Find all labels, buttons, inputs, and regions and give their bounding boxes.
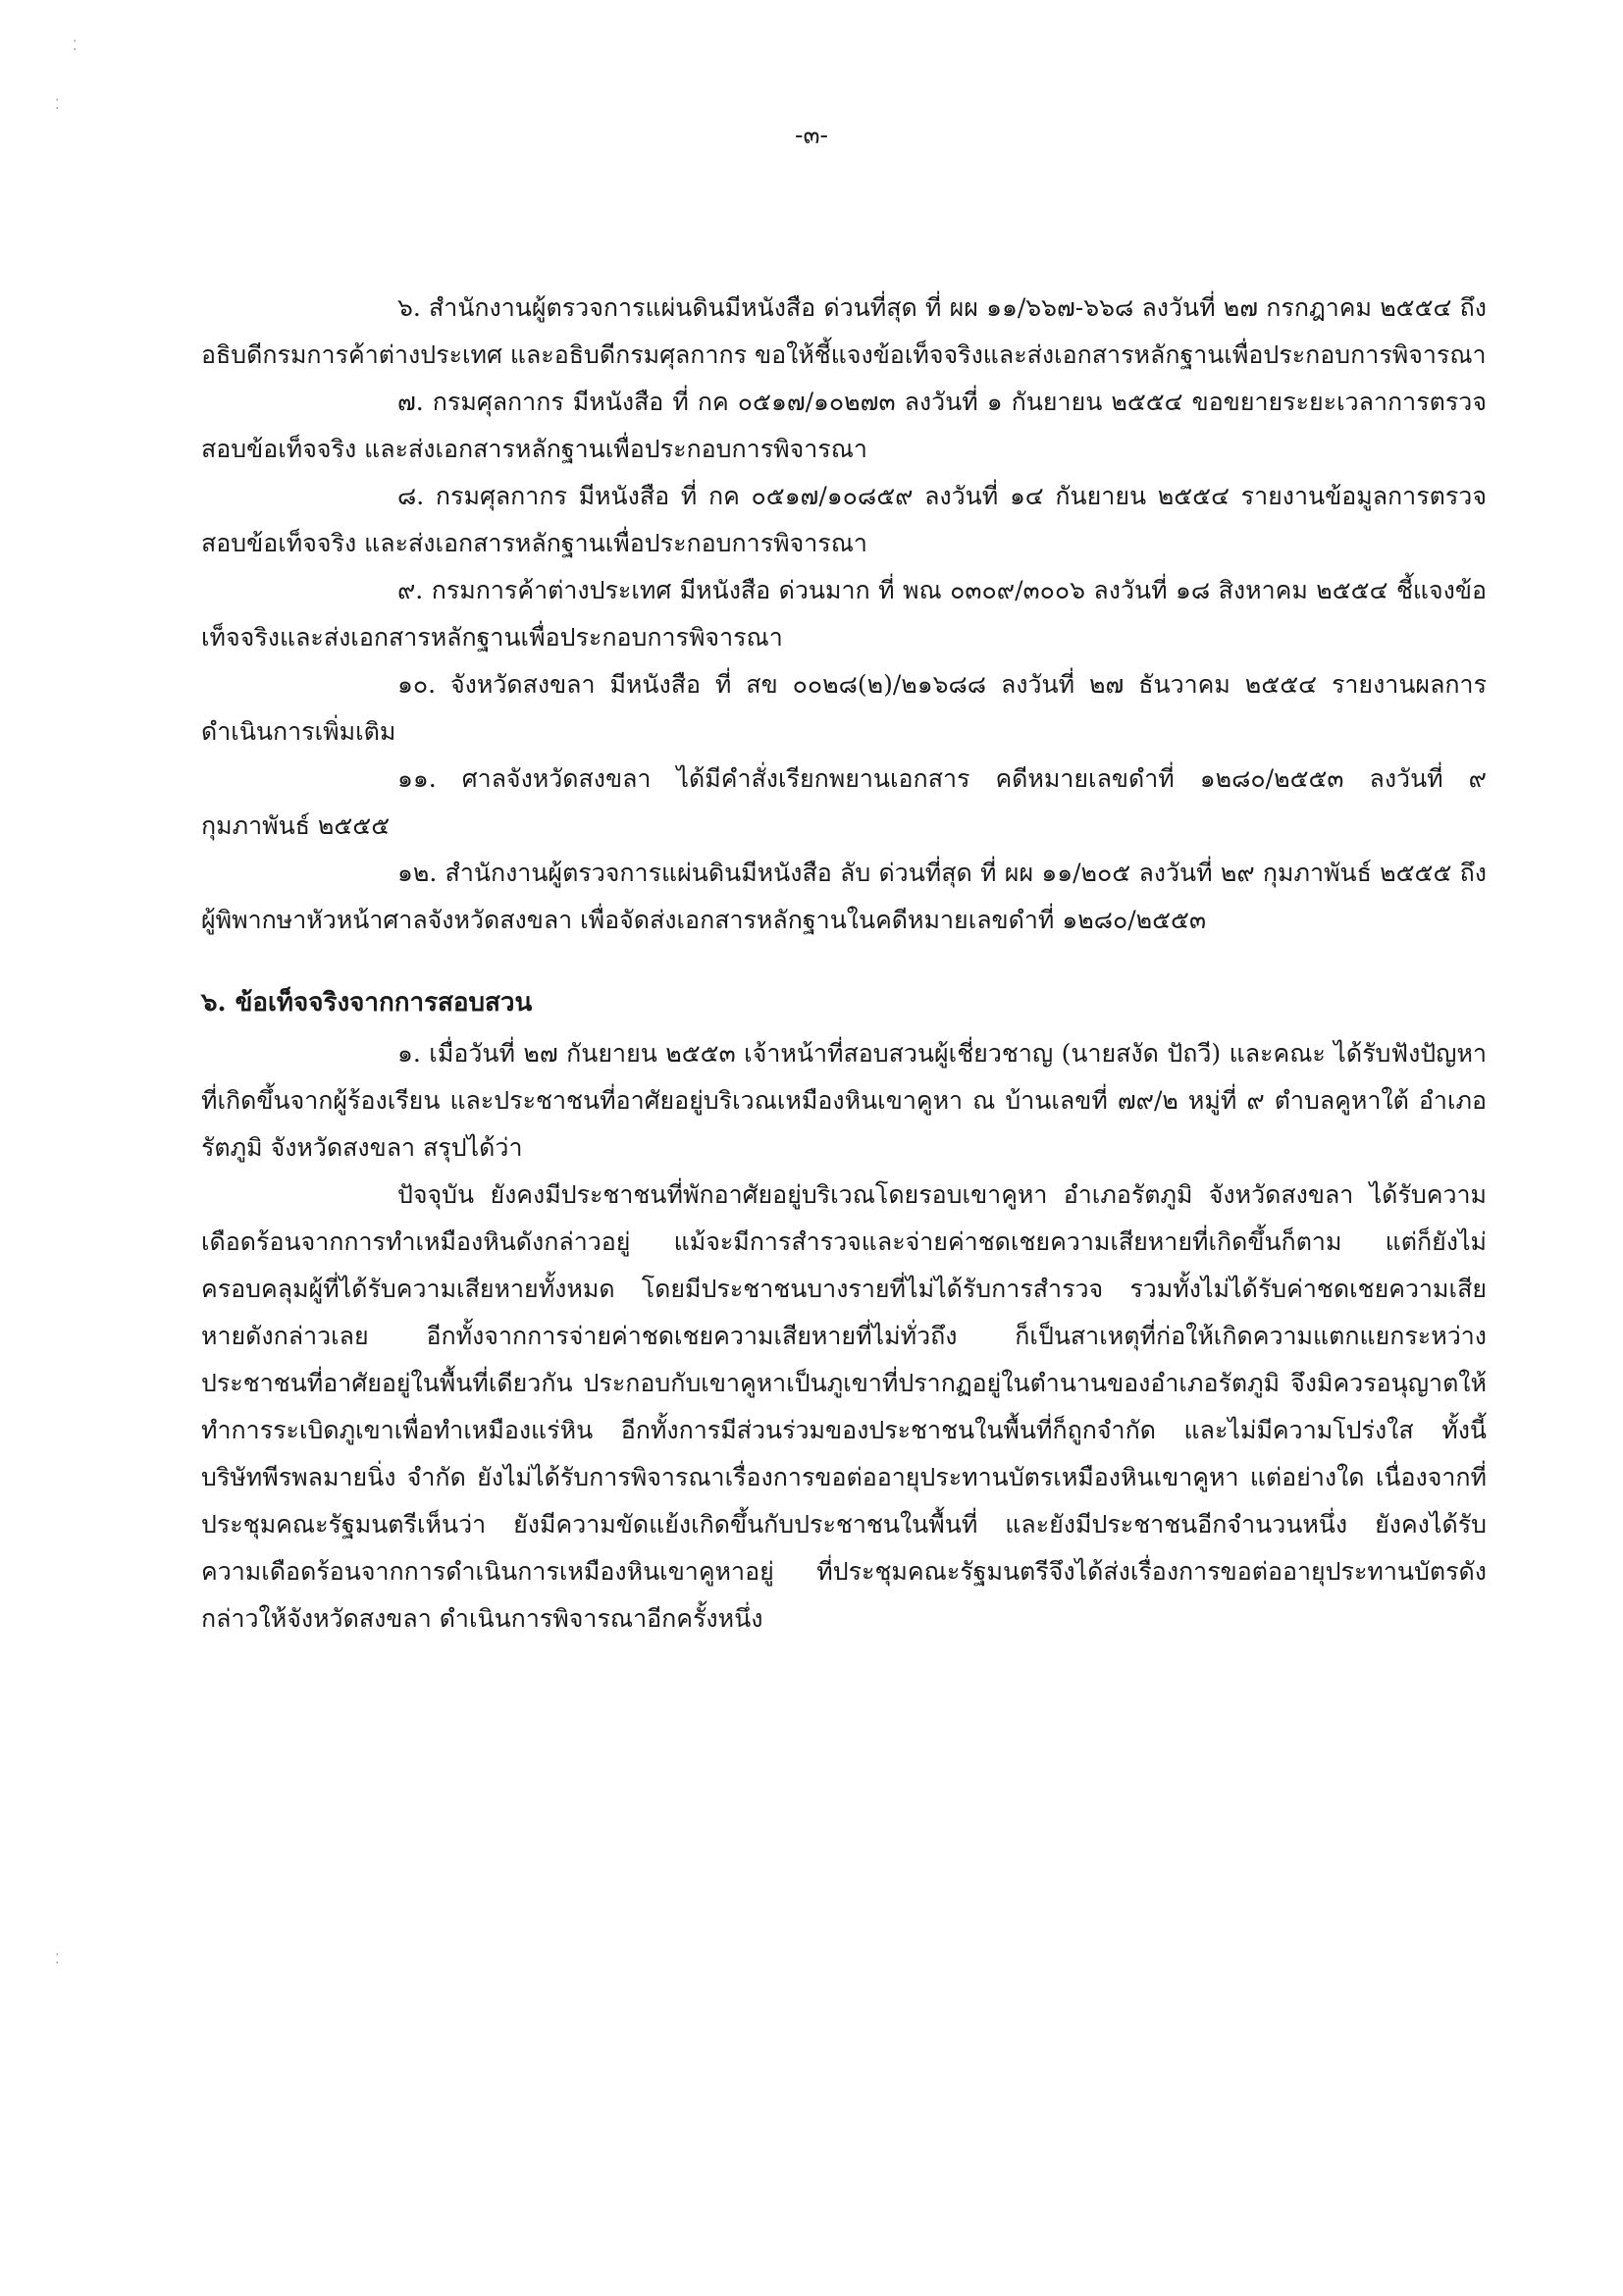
list-item-12: ๑๒. สำนักงานผู้ตรวจการแผ่นดินมีหนังสือ ลับ ด่วนที่สุด ที่ ผผ ๑๑/๒๐๕ ลงวันที่ ๒๙ กุมภาพันธ์ ๒๕๕๕ ถึงผู้พิพากษาหัวหน้าศาลจังหวัดสงขลา เพื่อจัดส่งเอกสารหลักฐานในคดีหมายเลขดำที่ ๑๒๘๐/๒๕๕๓ [201, 859, 1487, 934]
list-item-10: ๑๐. จังหวัดสงขลา มีหนังสือ ที่ สข ๐๐๒๘(๒)/๒๑๖๘๘ ลงวันที่ ๒๗ ธันวาคม ๒๕๕๔ รายงานผลการดำเนินการเพิ่มเติม [201, 670, 1487, 746]
list-item-8: ๘. กรมศุลกากร มีหนังสือ ที่ กค ๐๕๑๗/๑๐๘๕๙ ลงวันที่ ๑๔ กันยายน ๒๕๕๔ รายงานข้อมูลการตรวจสอบข้อเท็จจริง และส่งเอกสารหลักฐานเพื่อประกอบการพิจารณา [201, 482, 1487, 557]
section-paragraph-2: ปัจจุบัน ยังคงมีประชาชนที่พักอาศัยอยู่บริเวณโดยรอบเขาคูหา อำเภอรัตภูมิ จังหวัดสงขลา ได้รับความเดือดร้อนจากการทำเหมืองหินดังกล่าวอยู่ แม้จะมีการสำรวจและจ่ายค่าชดเชยความเสียหายที่เกิดขึ้นก็ตาม แต่ก็ยังไม่ครอบคลุมผู้ที่ได้รับความเสียหายทั้งหมด โดยมีประชาชนบางรายที่ไม่ได้รับการสำรวจ รวมทั้งไม่ได้รับค่าชดเชยความเสียหายดังกล่าวเลย อีกทั้งจากการจ่ายค่าชดเชยความเสียหายที่ไม่ทั่วถึง ก็เป็นสาเหตุที่ก่อให้เกิดความแตกแยกระหว่างประชาชนที่อาศัยอยู่ในพื้นที่เดียวกัน ประกอบกับเขาคูหาเป็นภูเขาที่ปรากฏอยู่ในตำนานของอำเภอรัตภูมิ จึงมิควรอนุญาตให้ทำการระเบิดภูเขาเพื่อทำเหมืองแร่หิน อีกทั้งการมีส่วนร่วมของประชาชนในพื้นที่ก็ถูกจำกัด และไม่มีความโปร่งใส ทั้งนี้ บริษัทพีรพลมายนิ่ง จำกัด ยังไม่ได้รับการพิจารณาเรื่องการขอต่ออายุประทานบัตรเหมืองหินเขาคูหา แต่อย่างใด เนื่องจากที่ประชุมคณะรัฐมนตรีเห็นว่า ยังมีความขัดแย้งเกิดขึ้นกับประชาชนในพื้นที่ และยังมีประชาชนอีกจำนวนหนึ่ง ยังคงได้รับความเดือดร้อนจากการดำเนินการเหมืองหินเขาคูหาอยู่ ที่ประชุมคณะรัฐมนตรีจึงได้ส่งเรื่องการขอต่ออายุประทานบัตรดังกล่าวให้จังหวัดสงขลา ดำเนินการพิจารณาอีกครั้งหนึ่ง [201, 1180, 1487, 1633]
document-body [201, 285, 1487, 1643]
list-item-6: ๖. สำนักงานผู้ตรวจการแผ่นดินมีหนังสือ ด่วนที่สุด ที่ ผผ ๑๑/๖๖๗-๖๖๘ ลงวันที่ ๒๗ กรกฎาคม ๒๕๕๔ ถึงอธิบดีกรมการค้าต่างประเทศ และอธิบดีกรมศุลกากร ขอให้ชี้แจงข้อเท็จจริงและส่งเอกสารหลักฐานเพื่อประกอบการพิจารณา [201, 293, 1487, 369]
list-item-11: ๑๑. ศาลจังหวัดสงขลา ได้มีคำสั่งเรียกพยานเอกสาร คดีหมายเลขดำที่ ๑๒๘๐/๒๕๕๓ ลงวันที่ ๙ กุมภาพันธ์ ๒๕๕๕ [201, 764, 1487, 840]
page-number: -๓- [795, 121, 828, 149]
scan-speck: ⁚ [55, 97, 60, 113]
scan-speck: ⁚ [73, 38, 78, 54]
section-heading: ๖. ข้อเท็จจริงจากการสอบสวน [201, 988, 533, 1018]
section-paragraph-1: ๑. เมื่อวันที่ ๒๗ กันยายน ๒๕๕๓ เจ้าหน้าที่สอบสวนผู้เชี่ยวชาญ (นายสงัด ปัถวี) และคณะ ได้รับฟังปัญหาที่เกิดขึ้นจากผู้ร้องเรียน และประชาชนที่อาศัยอยู่บริเวณเหมืองหินเขาคูหา ณ บ้านเลขที่ ๗๙/๒ หมู่ที่ ๙ ตำบลคูหาใต้ อำเภอรัตภูมิ จังหวัดสงขลา สรุปได้ว่า [201, 1039, 1487, 1162]
list-item-7: ๗. กรมศุลกากร มีหนังสือ ที่ กค ๐๕๑๗/๑๐๒๗๓ ลงวันที่ ๑ กันยายน ๒๕๕๔ ขอขยายระยะเวลาการตรวจสอบข้อเท็จจริง และส่งเอกสารหลักฐานเพื่อประกอบการพิจารณา [201, 388, 1487, 463]
scan-speck: ⁚ [55, 1952, 60, 1967]
list-item-9: ๙. กรมการค้าต่างประเทศ มีหนังสือ ด่วนมาก ที่ พณ ๐๓๐๙/๓๐๐๖ ลงวันที่ ๑๘ สิงหาคม ๒๕๕๔ ชี้แจงข้อเท็จจริงและส่งเอกสารหลักฐานเพื่อประกอบการพิจารณา [201, 576, 1487, 652]
